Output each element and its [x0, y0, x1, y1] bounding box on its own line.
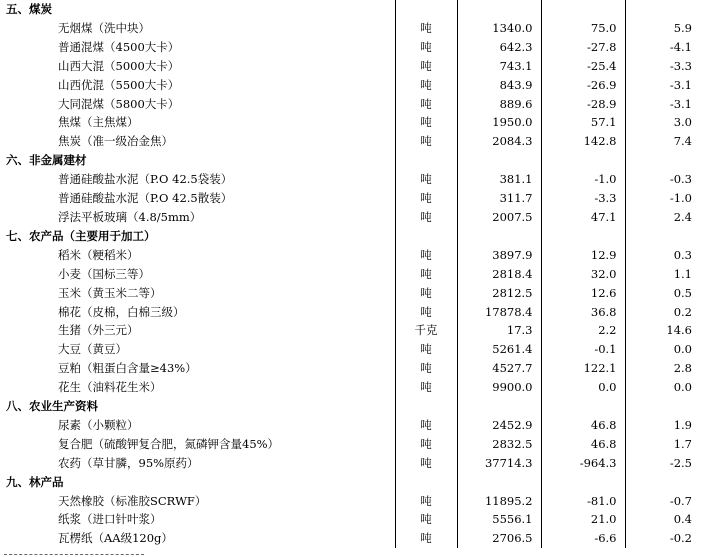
price-cell: 2452.9: [457, 416, 541, 435]
change-cell: 75.0: [541, 19, 625, 38]
unit-cell: [395, 0, 457, 19]
item-name: 天然橡胶（标准胶SCRWF）: [58, 493, 207, 508]
pct-cell: 1.1: [673, 266, 692, 281]
table-row: [0, 303, 706, 322]
unit-cell: 吨: [395, 303, 457, 322]
price-cell: 843.9: [457, 76, 541, 95]
unit-cell: 吨: [395, 416, 457, 435]
item-name: 瓦楞纸（AA级120g）: [58, 531, 173, 546]
price-cell: [457, 151, 541, 170]
item-name: 生猪（外三元）: [58, 323, 139, 338]
pct-cell: -1.0: [669, 191, 692, 206]
unit-cell: 吨: [395, 284, 457, 303]
table-row: [0, 284, 706, 303]
price-cell: [457, 0, 541, 19]
table-row: [0, 510, 706, 529]
table-row: [0, 454, 706, 473]
change-cell: 36.8: [541, 303, 625, 322]
price-cell: 2706.5: [457, 529, 541, 548]
price-cell: 311.7: [457, 189, 541, 208]
unit-cell: 吨: [395, 113, 457, 132]
change-cell: -3.3: [541, 189, 625, 208]
pct-cell: -3.3: [669, 58, 692, 73]
unit-cell: 吨: [395, 19, 457, 38]
price-cell: 2832.5: [457, 435, 541, 454]
section-row: [0, 0, 706, 19]
unit-cell: 吨: [395, 38, 457, 57]
price-cell: 4527.7: [457, 359, 541, 378]
unit-cell: [395, 151, 457, 170]
table-row: [0, 38, 706, 57]
price-cell: 5556.1: [457, 510, 541, 529]
unit-cell: 吨: [395, 189, 457, 208]
change-cell: -28.9: [541, 95, 625, 114]
price-cell: 3897.9: [457, 246, 541, 265]
pct-cell: [625, 473, 706, 492]
price-cell: 37714.3: [457, 454, 541, 473]
change-cell: -6.6: [541, 529, 625, 548]
pct-cell: -3.1: [669, 96, 692, 111]
table-row: [0, 378, 706, 397]
table-row: [0, 132, 706, 151]
cutoff-line: [4, 554, 144, 556]
pct-cell: 3.0: [673, 115, 692, 130]
table-row: [0, 95, 706, 114]
item-name: 棉花（皮棉，白棉三级）: [58, 304, 185, 319]
pct-cell: 5.9: [673, 20, 692, 35]
pct-cell: -2.5: [669, 455, 692, 470]
table-row: [0, 359, 706, 378]
change-cell: 21.0: [541, 510, 625, 529]
item-name: 大同混煤（5800大卡）: [58, 96, 180, 111]
unit-cell: 吨: [395, 340, 457, 359]
section-title: 七、农产品（主要用于加工）: [6, 228, 156, 243]
unit-cell: 吨: [395, 95, 457, 114]
change-cell: 57.1: [541, 113, 625, 132]
item-name: 焦炭（准一级冶金焦）: [58, 134, 173, 149]
price-cell: [457, 473, 541, 492]
price-cell: 1340.0: [457, 19, 541, 38]
unit-cell: 吨: [395, 170, 457, 189]
pct-cell: [625, 0, 706, 19]
price-cell: 381.1: [457, 170, 541, 189]
change-cell: [541, 0, 625, 19]
change-cell: 12.9: [541, 246, 625, 265]
item-name: 豆粕（粗蛋白含量≥43%）: [58, 361, 197, 376]
pct-cell: [625, 151, 706, 170]
item-name: 浮法平板玻璃（4.8/5mm）: [58, 209, 202, 224]
change-cell: [541, 397, 625, 416]
change-cell: -81.0: [541, 492, 625, 511]
table-row: [0, 492, 706, 511]
pct-cell: [625, 227, 706, 246]
table-row: [0, 416, 706, 435]
price-cell: 17878.4: [457, 303, 541, 322]
change-cell: 12.6: [541, 284, 625, 303]
section-row: [0, 227, 706, 246]
change-cell: -0.1: [541, 340, 625, 359]
table-row: [0, 340, 706, 359]
cutoff-footnote: [0, 548, 711, 557]
price-cell: 2007.5: [457, 208, 541, 227]
section-title: 八、农业生产资料: [6, 399, 98, 414]
pct-cell: 2.4: [673, 209, 692, 224]
change-cell: 46.8: [541, 416, 625, 435]
pct-cell: 0.0: [673, 380, 692, 395]
table-row: [0, 189, 706, 208]
unit-cell: 吨: [395, 76, 457, 95]
pct-cell: -0.2: [669, 531, 692, 546]
pct-cell: -0.3: [669, 172, 692, 187]
price-cell: 743.1: [457, 57, 541, 76]
unit-cell: 吨: [395, 529, 457, 548]
unit-cell: 千克: [395, 321, 457, 340]
item-name: 尿素（小颗粒）: [58, 417, 139, 432]
table-row: [0, 435, 706, 454]
table-row: [0, 246, 706, 265]
price-cell: 17.3: [457, 321, 541, 340]
price-cell: 642.3: [457, 38, 541, 57]
change-cell: 142.8: [541, 132, 625, 151]
item-name: 花生（油料花生米）: [58, 380, 162, 395]
pct-cell: 2.8: [673, 361, 692, 376]
unit-cell: 吨: [395, 359, 457, 378]
item-name: 大豆（黄豆）: [58, 342, 127, 357]
item-name: 普通硅酸盐水泥（P.O 42.5袋装）: [58, 172, 233, 187]
item-name: 焦煤（主焦煤）: [58, 115, 139, 130]
unit-cell: [395, 397, 457, 416]
change-cell: 2.2: [541, 321, 625, 340]
change-cell: 122.1: [541, 359, 625, 378]
price-cell: 5261.4: [457, 340, 541, 359]
price-cell: 11895.2: [457, 492, 541, 511]
price-cell: [457, 397, 541, 416]
price-cell: 2084.3: [457, 132, 541, 151]
unit-cell: 吨: [395, 378, 457, 397]
pct-cell: 0.2: [673, 304, 692, 319]
change-cell: -25.4: [541, 57, 625, 76]
pct-cell: 1.7: [673, 436, 692, 451]
unit-cell: 吨: [395, 246, 457, 265]
table-row: [0, 170, 706, 189]
change-cell: [541, 227, 625, 246]
item-name: 普通硅酸盐水泥（P.O 42.5散装）: [58, 191, 233, 206]
change-cell: -27.8: [541, 38, 625, 57]
unit-cell: [395, 473, 457, 492]
item-name: 玉米（黄玉米二等）: [58, 285, 162, 300]
table-row: [0, 208, 706, 227]
pct-cell: -3.1: [669, 77, 692, 92]
item-name: 稻米（粳稻米）: [58, 247, 139, 262]
unit-cell: 吨: [395, 208, 457, 227]
pct-cell: -0.7: [669, 493, 692, 508]
item-name: 山西优混（5500大卡）: [58, 77, 180, 92]
section-title: 六、非金属建材: [6, 153, 87, 168]
item-name: 无烟煤（洗中块）: [58, 20, 150, 35]
table-row: [0, 19, 706, 38]
section-row: [0, 151, 706, 170]
price-cell: 9900.0: [457, 378, 541, 397]
unit-cell: 吨: [395, 454, 457, 473]
table-row: [0, 321, 706, 340]
pct-cell: 0.4: [673, 512, 692, 527]
item-name: 山西大混（5000大卡）: [58, 58, 180, 73]
pct-cell: 0.0: [673, 342, 692, 357]
change-cell: -964.3: [541, 454, 625, 473]
section-title: 五、煤炭: [6, 2, 52, 16]
pct-cell: 1.9: [673, 417, 692, 432]
unit-cell: [395, 227, 457, 246]
item-name: 农药（草甘膦，95%原药）: [58, 455, 199, 470]
change-cell: [541, 473, 625, 492]
pct-cell: 0.3: [673, 247, 692, 262]
table-row: [0, 265, 706, 284]
unit-cell: 吨: [395, 492, 457, 511]
change-cell: -1.0: [541, 170, 625, 189]
pct-cell: 14.6: [666, 323, 692, 338]
change-cell: 0.0: [541, 378, 625, 397]
unit-cell: 吨: [395, 57, 457, 76]
pct-cell: 0.5: [673, 285, 692, 300]
unit-cell: 吨: [395, 132, 457, 151]
change-cell: -26.9: [541, 76, 625, 95]
change-cell: 32.0: [541, 265, 625, 284]
table-row: [0, 113, 706, 132]
unit-cell: 吨: [395, 510, 457, 529]
table-row: [0, 57, 706, 76]
price-cell: 889.6: [457, 95, 541, 114]
item-name: 纸浆（进口针叶浆）: [58, 512, 162, 527]
change-cell: 47.1: [541, 208, 625, 227]
section-row: [0, 473, 706, 492]
section-row: [0, 397, 706, 416]
price-cell: [457, 227, 541, 246]
item-name: 复合肥（硫酸钾复合肥，氮磷钾含量45%）: [58, 436, 280, 451]
price-cell: 1950.0: [457, 113, 541, 132]
change-cell: [541, 151, 625, 170]
table-row: [0, 76, 706, 95]
price-cell: 2818.4: [457, 265, 541, 284]
unit-cell: 吨: [395, 265, 457, 284]
change-cell: 46.8: [541, 435, 625, 454]
unit-cell: 吨: [395, 435, 457, 454]
pct-cell: 7.4: [673, 134, 692, 149]
pct-cell: -4.1: [669, 39, 692, 54]
price-cell: 2812.5: [457, 284, 541, 303]
item-name: 普通混煤（4500大卡）: [58, 39, 180, 54]
item-name: 小麦（国标三等）: [58, 266, 150, 281]
section-title: 九、林产品: [6, 474, 64, 489]
table-row: [0, 529, 706, 548]
pct-cell: [625, 397, 706, 416]
